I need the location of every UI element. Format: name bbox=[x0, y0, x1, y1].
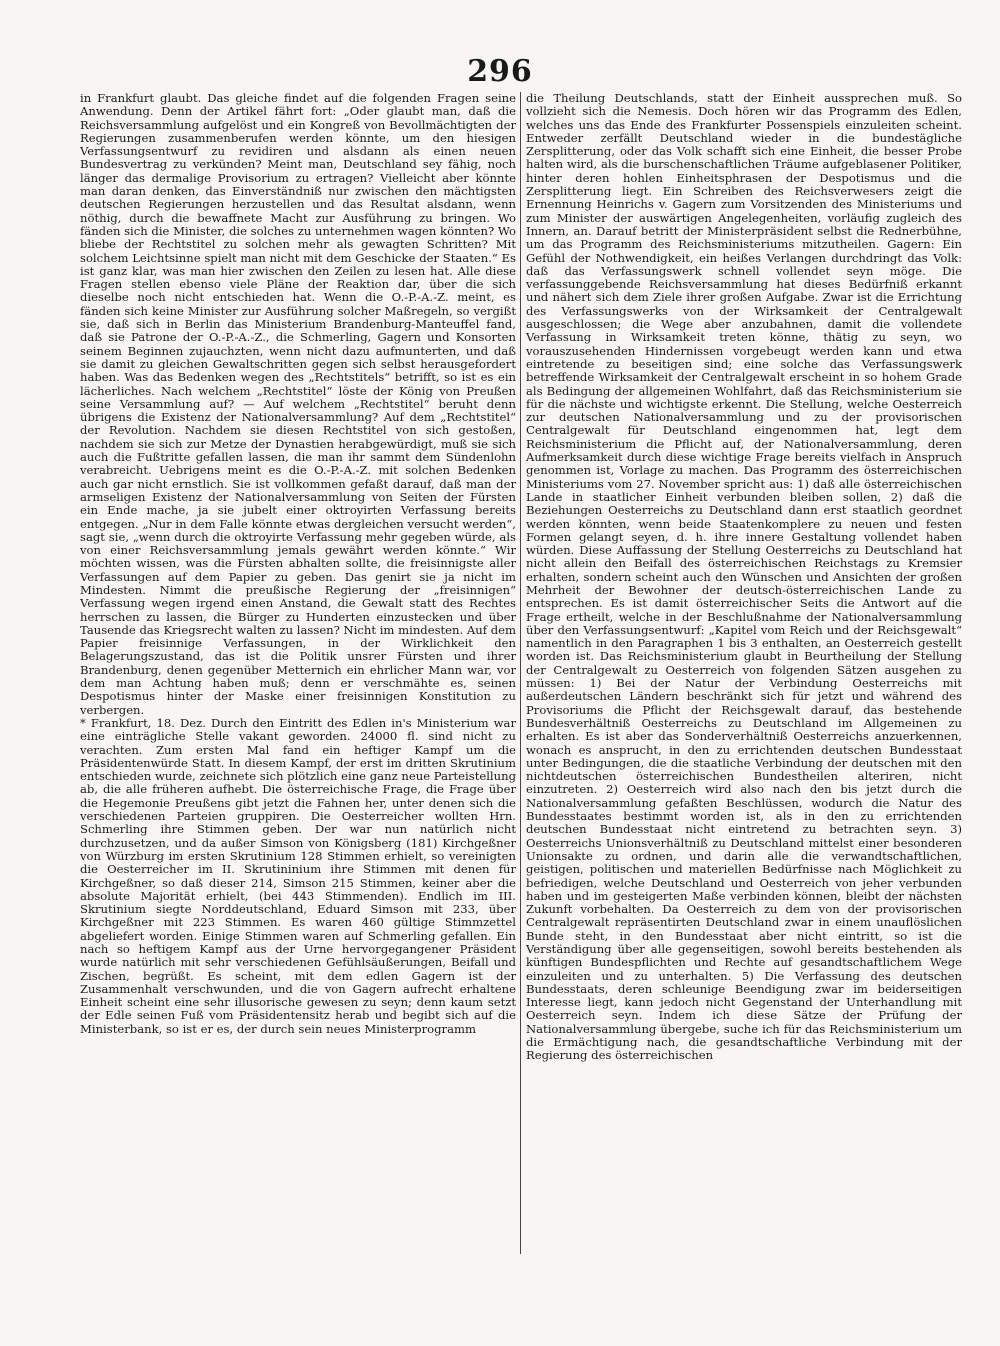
left-column bbox=[80, 92, 516, 1036]
article-paragraph: * Frankfurt, 18. Dez. Durch den Eintritt des Edlen in's Ministerium war eine einträgliche Stelle vakant geworden. 24000 fl. sind nicht zu verachten. Zum ersten Mal fand ein heftiger Kampf um die Präsidentenwürde Statt. In diesem Kampf, der erst im dritten Skrutinium entschieden wurde, zeichnete sich plötzlich eine ganz neue Parteistellung ab, die alle früheren aufhebt. Die österreichische Frage, die Frage über die Hegemonie Preußens gibt jetzt die Fahnen her, unter denen sich die verschiedenen Parteien gruppiren. Die Oesterreicher wollten Hrn. Schmerling ihre Stimmen geben. Der war nun natürlich nicht durchzusetzen, und da außer Simson von Königsberg (181) Kirchgeßner von Würzburg im ersten Skrutinium 128 Stimmen erhielt, so vereinigten die Oesterreicher im II. Skrutininium ihre Stimmen mit denen für Kirchgeßner, so daß dieser 214, Simson 215 Stimmen, keiner aber die absolute Majorität erhielt, (bei 443 Stimmenden). Endlich im III. Skrutinium siegte Norddeutschland, Eduard Simson mit 233, über Kirchgeßner mit 223 Stimmen. Es waren 460 gültige Stimmzettel abgeliefert worden. Einige Stimmen waren auf Schmerling gefallen. Ein nach so heftigem Kampf aus der Urne hervorgegangener Präsident wurde natürlich mit sehr verschiedenen Gefühlsäußerungen, Beifall und Zischen, begrüßt. Es scheint, mit dem edlen Gagern ist der Zusammenhalt verschwunden, und die von Gagern aufrecht erhaltene Einheit scheint eine sehr illusorische gewesen zu seyn; denn kaum setzt der Edle seinen Fuß vom Präsidentensitz herab und begibt sich auf die Ministerbank, so ist er es, der durch sein neues Ministerprogramm bbox=[80, 715, 516, 1036]
right-column bbox=[526, 92, 962, 1063]
article-paragraph: in Frankfurt glaubt. Das gleiche findet auf die folgenden Fragen seine Anwendung. Denn der Artikel fährt fort: „Oder glaubt man, daß die Reichsversammlung aufgelöst und ein Kongreß von Bevollmächtigten der Regierungen zusammenberufen werden könnte, um den hiesigen Verfassungsentwurf zu revidiren und alsdann als einen neuen Bundesvertrag zu verkünden? Meint man, Deutschland sey fähig, noch länger das dermalige Provisorium zu ertragen? Vielleicht aber könnte man daran denken, das Einverständniß nur zwischen den mächtigsten deutschen Regierungen herzustellen und das Resultat alsdann, wenn nöthig, durch die bewaffnete Macht zur Ausführung zu bringen. Wo fänden sich die Minister, die solches zu unternehmen wagen könnten? Wo bliebe der Rechtstitel zu solchen mehr als gewagten Schritten? Mit solchem Leichtsinne spielt man nicht mit dem Geschicke der Staaten.“ Es ist ganz klar, was man hier zwischen den Zeilen zu lesen hat. Alle diese Fragen stellen ebenso viele Pläne der Reaktion dar, über die sich dieselbe noch nicht entschieden hat. Wenn die O.-P.-A.-Z. meint, es fänden sich keine Minister zur Ausführung solcher Maßregeln, so vergißt sie, daß sich in Berlin das Ministerium Brandenburg-Manteuffel fand, daß sie Patrone der O.-P.-A.-Z., die Schmerling, Gagern und Konsorten seinem Beginnen zujauchzten, wenn nicht dazu aufmunterten, und daß sie damit zu gleichen Gewaltschritten gegen sich selbst herausgefordert haben. Was das Bedenken wegen des „Rechtstitels“ betrifft, so ist es ein lächerliches. Nach welchem „Rechtstitel“ löste der König von Preußen seine Versammlung auf? — Auf welchem „Rechtstitel“ beruht denn übrigens die Existenz der Nationalversammlung? Auf dem „Rechtstitel“ der Revolution. Nachdem sie diesen Rechtstitel von sich gestoßen, nachdem sie sich zur Metze der Dynastien herabgewürdigt, muß sie sich auch die Fußtritte gefallen lassen, die man ihr sammt dem Sündenlohn verabreicht. Uebrigens meint es die O.-P.-A.-Z. mit solchen Bedenken auch gar nicht ernstlich. Sie ist vollkommen gefaßt darauf, daß man der armseligen Existenz der Nationalversammlung von Seiten der Fürsten ein Ende mache, ja sie jubelt einer oktroyirten Verfassung bereits entgegen. „Nur in dem Falle könnte etwas dergleichen versucht werden“, sagt sie, „wenn durch die oktroyirte Verfassung mehr gegeben würde, als von einer Reichsversammlung jemals gewährt werden könnte.“ Wir möchten wissen, was die Fürsten abhalten sollte, die freisinnigste aller Verfassungen auf dem Papier zu geben. Das genirt sie ja nicht im Mindesten. Nimmt die preußische Regierung der „freisinnigen“ Verfassung wegen irgend einen Anstand, die Gewalt statt des Rechtes herrschen zu lassen, die Bürger zu Hunderten einzustecken und über Tausende das Kriegsrecht walten zu lassen? Nicht im mindesten. Auf dem Papier freisinnige Verfassungen, in der Wirklichkeit den Belagerungszustand, das ist die Politik unsrer Fürsten und ihrer Brandenburg, denen gegenüber Metternich ein ehrlicher Mann war, vor dem man Achtung haben muß; denn er verschmähte es, seinen Despotismus hinter der Maske einer freisinnigen Konstitution zu verbergen. bbox=[80, 91, 516, 717]
article-paragraph: die Theilung Deutschlands, statt der Einheit aussprechen muß. So vollzieht sich die Nemesis. Doch hören wir das Programm des Edlen, welches uns das Ende des Frankfurter Possenspiels einzuleiten scheint. Entweder zerfällt Deutschland wieder in die bundestägliche Zersplitterung, oder das Volk schafft sich eine Einheit, die besser Probe halten wird, als die burschenschaftlichen Träume aufgeblasener Politiker, hinter deren hohlen Einheitsphrasen der Despotismus und die Zersplitterung liegt. Ein Schreiben des Reichsverwesers zeigt die Ernennung Heinrichs v. Gagern zum Vorsitzenden des Ministeriums und zum Minister der auswärtigen Angelegenheiten, vorläufig zugleich des Innern, an. Darauf betritt der Ministerpräsident selbst die Rednerbühne, um das Programm des Reichsministeriums mitzutheilen. Gagern: Ein Gefühl der Nothwendigkeit, ein heißes Verlangen durchdringt das Volk: daß das Verfassungswerk schnell vollendet seyn möge. Die verfassunggebende Reichsversammlung hat dieses Bedürfniß erkannt und nähert sich dem Ziele ihrer großen Aufgabe. Zwar ist die Errichtung des Verfassungswerks von der Wirksamkeit der Centralgewalt ausgeschlossen; die Wege aber anzubahnen, damit die vollendete Verfassung in Wirksamkeit treten könne, thätig zu seyn, wo vorauszusehenden Hindernissen vorgebeugt werden kann und etwa eintretende zu beseitigen sind; eine solche das Verfassungswerk betreffende Wirksamkeit der Centralgewalt erscheint in so hohem Grade als Bedingung der allgemeinen Wohlfahrt, daß das Reichsministerium sie für die nächste und wichtigste erkennt. Die Stellung, welche Oesterreich zur deutschen Nationalversammlung und zu der provisorischen Centralgewalt für Deutschland eingenommen hat, legt dem Reichsministerium die Pflicht auf, der Nationalversammlung, deren Aufmerksamkeit durch diese wichtige Frage bereits vielfach in Anspruch genommen ist, Vorlage zu machen. Das Programm des österreichischen Ministeriums vom 27. November spricht aus: 1) daß alle österreichischen Lande in staatlicher Einheit verbunden bleiben sollen, 2) daß die Beziehungen Oesterreichs zu Deutschland dann erst staatlich geordnet werden könnten, wenn beide Staatenkomplere zu neuen und festen Formen gelangt seyen, d. h. ihre innere Gestaltung vollendet haben würden. Diese Auffassung der Stellung Oesterreichs zu Deutschland hat nicht allein den Beifall des österreichischen Reichstags zu Kremsier erhalten, sondern scheint auch den Wünschen und Ansichten der großen Mehrheit der Bewohner der deutsch-österreichischen Lande zu entsprechen. Es ist damit österreichischer Seits die Antwort auf die Frage ertheilt, welche in der Beschlußnahme der Nationalversammlung über den Verfassungsentwurf: „Kapitel vom Reich und der Reichsgewalt“ namentlich in den Paragraphen 1 bis 3 enthalten, an Oesterreich gestellt worden ist. Das Reichsministerium glaubt in Beurtheilung der Stellung der Centralgewalt zu Oesterreich von folgenden Sätzen ausgehen zu müssen: 1) Bei der Natur der Verbindung Oesterreichs mit außerdeutschen Ländern beschränkt sich für jetzt und während des Provisoriums die Pflicht der Reichsgewalt darauf, das bestehende Bundesverhältniß Oesterreichs zu Deutschland im Allgemeinen zu erhalten. Es ist aber das Sonderverhältniß Oesterreichs anzuerkennen, wonach es ansprucht, in den zu errichtenden deutschen Bundesstaat unter Bedingungen, die die staatliche Verbindung der deutschen mit den nichtdeutschen österreichischen Bundestheilen alteriren, nicht einzutreten. 2) Oesterreich wird also nach den bis jetzt durch die Nationalversammlung gefaßten Beschlüssen, wodurch die Natur des Bundesstaates bestimmt worden ist, als in den zu errichtenden deutschen Bundesstaat nicht eintretend zu betrachten seyn. 3) Oesterreichs Unionsverhältniß zu Deutschland mittelst einer besonderen Unionsakte zu ordnen, und darin alle die verwandtschaftlichen, geistigen, politischen und materiellen Bedürfnisse nach Möglichkeit zu befriedigen, welche Deutschland und Oesterreich von jeher verbunden haben und im gesteigerten Maße verbinden können, bleibt der nächsten Zukunft vorbehalten. Da Oesterreich zu dem von der provisorischen Centralgewalt repräsentirten Deutschland zwar in einem unauflöslichen Bunde steht, in den Bundesstaat aber nicht eintritt, so ist die Verständigung über alle gegenseitigen, sowohl bereits bestehenden als künftigen Bundespflichten und Rechte auf gesandtschaftlichem Wege einzuleiten und zu unterhalten. 5) Die Verfassung des deutschen Bundesstaats, deren schleunige Beendigung zwar im beiderseitigen Interesse liegt, kann jedoch nicht Gegenstand der Unterhandlung mit Oesterreich seyn. Indem ich diese Sätze der Prüfung der Nationalversammlung übergebe, suche ich für das Reichsministerium um die Ermächtigung nach, die gesandtschaftliche Verbindung mit der Regierung des österreichischen bbox=[526, 91, 962, 1063]
page-number: 296 bbox=[467, 54, 533, 89]
column-divider bbox=[520, 92, 521, 1254]
